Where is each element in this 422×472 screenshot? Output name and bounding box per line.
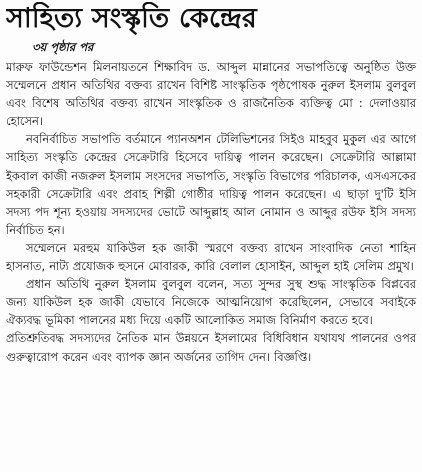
paragraph-5: প্রতিশ্রুতিবদ্ধ সদস্যদের নৈতিক মান উন্নয়নে ইসলামের বিধিবিধান যথাযথ পালনের ওপর গুরুত্বারোপ করেন এবং ব্যাপক জ্ঞান অর্জনের তাগিদ দেন। বিজ্ঞপ্তি। bbox=[6, 331, 416, 364]
paragraph-3: সম্মেলনে মরহুম যাকিউল হক জাকী স্মরণে বক্তব্য রাখেন সাংবাদিক নেতা শাহিন হাসনাত, নাট্য প্রযোজক হুসনে মোবারক, কারি বেলাল হোসাইন, আব্দুল হাই সেলিম প্রমুখ। bbox=[6, 240, 416, 274]
paragraph-4: প্রধান অতিথি নুরুল ইসলাম বুলবুল বলেন, সত্য সুন্দর সুস্থ শুদ্ধ সাংস্কৃতিক বিপ্লবের জন্য যাকিউল হক জাকী যেভাবে নিজেকে আত্মনিয়োগ করেছিলেন, সেভাবে সবাইকে ঐক্যবদ্ধ ভূমিকা পালনের মধ্য দিয়ে একটি আলোকিত সমাজ বিনির্মাণ করতে হবে। bbox=[6, 277, 416, 328]
paragraph-1: মারুফ ফাউন্ডেশন মিলনায়তনে শিক্ষাবিদ ড. আব্দুল মান্নানের সভাপতিত্বে অনুষ্ঠিত উক্ত সম্মেলনে প্রধান অতিথির বক্তব্য রাখেন বিশিষ্ট সাংস্কৃতিক পৃষ্ঠপোষক নুরুল ইসলাম বুলবুল এবং বিশেষ অতিথির বক্তব্য রাখেন সাংস্কৃতিক ও রাজনৈতিক ব্যক্তিত্ব মো : দেলাওয়ার হোসেন। bbox=[6, 60, 416, 129]
paragraph-2: নবনির্বাচিত সভাপতি বর্তমানে প্যানঅশন টেলিভিশনের সিইও মাহবুব মুকুল এর আগে সাহিত্য সংস্কৃতি কেন্দ্রের সেক্রেটারি হিসেবে দায়িত্ব পালন করেছেন। সেক্রেটারি আল্লামা ইকবাল কাজী নজরুল ইসলাম সংসদের সভাপতি, সংস্কৃতি বিভাগের পরিচালক, এসএসকের সহকারী সেক্রেটারি এবং প্রবাহ শিল্পী গোষ্ঠীর দায়িত্ব পালন করেছেন। এ ছাড়া দু'টি ইসি সদস্য পদ শূন্য হওয়ায় সদস্যদের ভোটে আব্দুল্লাহ আল নোমান ও আব্দুর রউফ ইসি সদস্য নির্বাচিত হন। bbox=[6, 132, 416, 237]
continued-from-label: ৩য় পৃষ্ঠার পর bbox=[32, 40, 94, 54]
article-headline: সাহিত্য সংস্কৃতি কেন্দ্রের bbox=[6, 3, 257, 34]
article-body bbox=[6, 58, 416, 366]
